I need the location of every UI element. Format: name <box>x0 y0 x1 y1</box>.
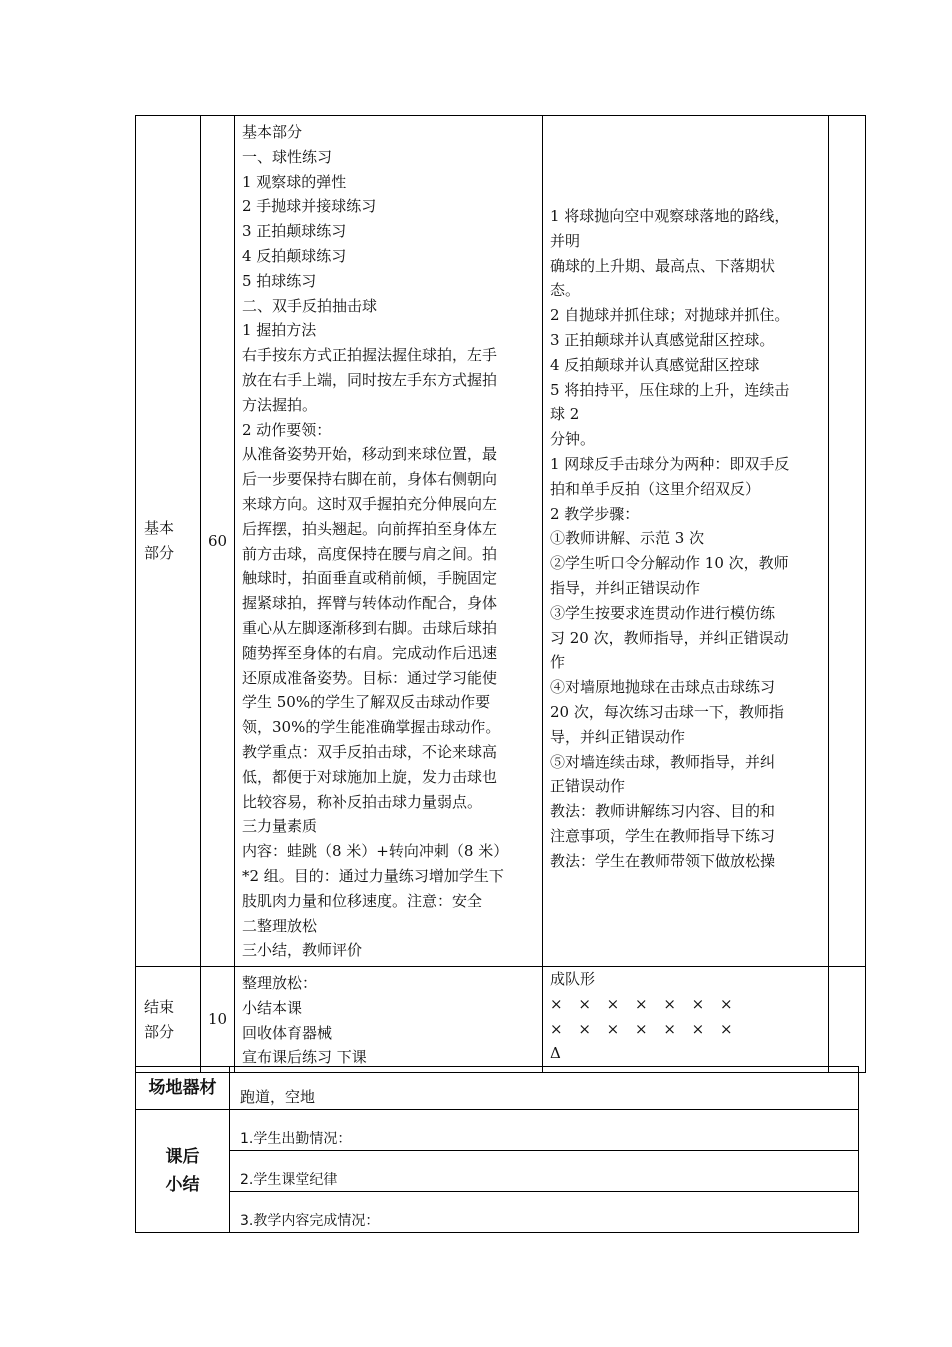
method-line: 球 2 <box>550 405 580 424</box>
method-line: 2 自抛球并抓住球；对抛球并抓住。 <box>550 306 790 325</box>
basic-section-label <box>136 116 201 967</box>
content-line: 放在右手上端，同时按左手东方式握拍 <box>242 370 498 389</box>
ending-method-cell <box>543 967 829 1073</box>
method-line: × × × × × × × <box>550 994 734 1013</box>
method-line: ③学生按要求连贯动作进行模仿练 <box>550 603 776 622</box>
content-line: *2 组。目的：通过力量练习增加学生下 <box>242 866 504 885</box>
content-line: 二、双手反拍抽击球 <box>242 296 378 315</box>
content-line: 三小结，教师评价 <box>242 941 363 960</box>
summary-item-completion: 3.教学内容完成情况： <box>230 1192 859 1233</box>
summary-row <box>136 1110 859 1151</box>
ending-part-row <box>136 967 866 1073</box>
content-line: 小结本课 <box>242 998 303 1017</box>
basic-method-cell <box>543 116 829 967</box>
method-line: 2 教学步骤： <box>550 504 640 523</box>
summary-row <box>136 1151 859 1192</box>
basic-section-label-line: 部分 <box>144 544 175 562</box>
method-line: 3 正拍颠球并认真感觉甜区控球。 <box>550 330 775 349</box>
content-line: 来球方向。这时双手握拍充分伸展向左 <box>242 494 498 513</box>
summary-item-attendance: 1.学生出勤情况： <box>230 1110 859 1151</box>
ending-method-lines <box>550 967 824 1066</box>
content-line: 后挥摆，拍头翘起。向前挥拍至身体左 <box>242 519 498 538</box>
ending-content-lines <box>242 971 535 1070</box>
venue-summary-table <box>135 1066 859 1233</box>
basic-content-lines <box>242 120 535 963</box>
method-line: × × × × × × × <box>550 1019 734 1038</box>
method-line: ④对墙原地抛球在击球点击球练习 <box>550 678 776 697</box>
ending-minutes: 10 <box>201 967 235 1073</box>
ending-content-cell <box>235 967 543 1073</box>
content-line: 整理放松： <box>242 974 318 992</box>
method-line: 1 网球反手击球分为两种：即双手反 <box>550 454 790 473</box>
venue-label: 场地器材 <box>136 1067 230 1110</box>
method-line: 习 20 次，教师指导，并纠正错误动 <box>550 628 789 647</box>
method-line: 并明 <box>550 231 581 250</box>
content-line: 基本部分 <box>242 123 303 141</box>
content-line: 方法握拍。 <box>242 395 318 414</box>
content-line: 后一步要保持右脚在前，身体右侧朝向 <box>242 470 498 489</box>
content-line: 1 观察球的弹性 <box>242 172 347 191</box>
content-line: 重心从左脚逐渐移到右脚。击球后球拍 <box>242 618 498 637</box>
method-line: 教法：学生在教师带领下做放松操 <box>550 851 776 870</box>
method-line: 拍和单手反拍（这里介绍双反） <box>550 479 761 498</box>
lesson-plan-table <box>135 115 866 1073</box>
method-line: ②学生听口令分解动作 10 次，教师 <box>550 554 789 573</box>
method-line: 成队形 <box>550 970 596 988</box>
method-line: 导，并纠正错误动作 <box>550 727 686 746</box>
ending-section-label <box>136 967 201 1073</box>
content-line: 比较容易，称补反拍击球力量弱点。 <box>242 792 483 811</box>
content-line: 从准备姿势开始，移动到来球位置，最 <box>242 445 498 464</box>
method-line: 正错误动作 <box>550 777 626 796</box>
content-line: 二整理放松 <box>242 916 318 935</box>
basic-part-row <box>136 116 866 967</box>
method-line: 4 反拍颠球并认真感觉甜区控球 <box>550 355 760 374</box>
content-line: 2 手抛球并接球练习 <box>242 197 377 216</box>
basic-section-label-line: 基本 <box>144 519 175 538</box>
basic-note-cell <box>829 116 866 967</box>
content-line: 宣布课后练习 下课 <box>242 1048 367 1067</box>
content-line: 低，都便于对球施加上旋，发力击球也 <box>242 767 498 786</box>
venue-value: 跑道，空地 <box>230 1067 859 1110</box>
content-line: 教学重点：双手反拍击球，不论来球高 <box>242 742 498 761</box>
content-line: 2 动作要领： <box>242 420 332 439</box>
content-line: 5 拍球练习 <box>242 271 317 290</box>
method-line: Δ <box>550 1044 561 1063</box>
method-line: 教法：教师讲解练习内容、目的和 <box>550 802 776 821</box>
method-line: 指导，并纠正错误动作 <box>550 578 701 597</box>
method-line: 5 将拍持平，压住球的上升，连续击 <box>550 380 790 399</box>
summary-label <box>136 1110 230 1233</box>
content-line: 一、球性练习 <box>242 147 333 166</box>
venue-row <box>136 1067 859 1110</box>
content-line: 右手按东方式正拍握法握住球拍，左手 <box>242 346 498 365</box>
basic-method-lines <box>550 116 824 874</box>
content-line: 3 正拍颠球练习 <box>242 222 347 241</box>
content-line: 肢肌肉力量和位移速度。注意：安全 <box>242 891 483 910</box>
method-line: 作 <box>550 653 566 672</box>
content-line: 学生 50%的学生了解双反击球动作要 <box>242 693 491 712</box>
content-line: 前方击球，高度保持在腰与肩之间。拍 <box>242 544 498 563</box>
content-line: 1 握拍方法 <box>242 321 317 340</box>
summary-row <box>136 1192 859 1233</box>
ending-section-label-line: 结束 <box>144 997 175 1016</box>
basic-minutes: 60 <box>201 116 235 967</box>
content-line: 4 反拍颠球练习 <box>242 246 347 265</box>
content-line: 三力量素质 <box>242 817 318 836</box>
content-line: 触球时，拍面垂直或稍前倾，手腕固定 <box>242 569 498 588</box>
content-line: 随势挥至身体的右肩。完成动作后迅速 <box>242 643 498 662</box>
content-line: 还原成准备姿势。目标：通过学习能使 <box>242 668 498 687</box>
method-line: 1 将球抛向空中观察球落地的路线， <box>550 207 790 225</box>
method-line: 20 次，每次练习击球一下，教师指 <box>550 702 784 721</box>
method-line: ①教师讲解、示范 3 次 <box>550 529 705 548</box>
method-line: 分钟。 <box>550 430 596 449</box>
method-line: 确球的上升期、最高点、下落期状 <box>550 256 776 275</box>
summary-label-line: 课后 <box>165 1147 200 1167</box>
content-line: 内容：蛙跳（8 米）+转向冲刺（8 米） <box>242 842 509 861</box>
summary-item-discipline: 2.学生课堂纪律 <box>230 1151 859 1192</box>
method-line: 注意事项，学生在教师指导下练习 <box>550 826 776 845</box>
content-line: 回收体育器械 <box>242 1023 333 1042</box>
content-line: 握紧球拍，挥臂与转体动作配合，身体 <box>242 594 498 613</box>
method-line: ⑤对墙连续击球，教师指导，并纠 <box>550 752 776 771</box>
summary-label-line: 小结 <box>165 1175 200 1195</box>
ending-note-cell <box>829 967 866 1073</box>
content-line: 领，30%的学生能准确掌握击球动作。 <box>242 718 501 737</box>
ending-section-label-line: 部分 <box>144 1022 175 1041</box>
basic-content-cell <box>235 116 543 967</box>
method-line: 态。 <box>550 281 581 300</box>
